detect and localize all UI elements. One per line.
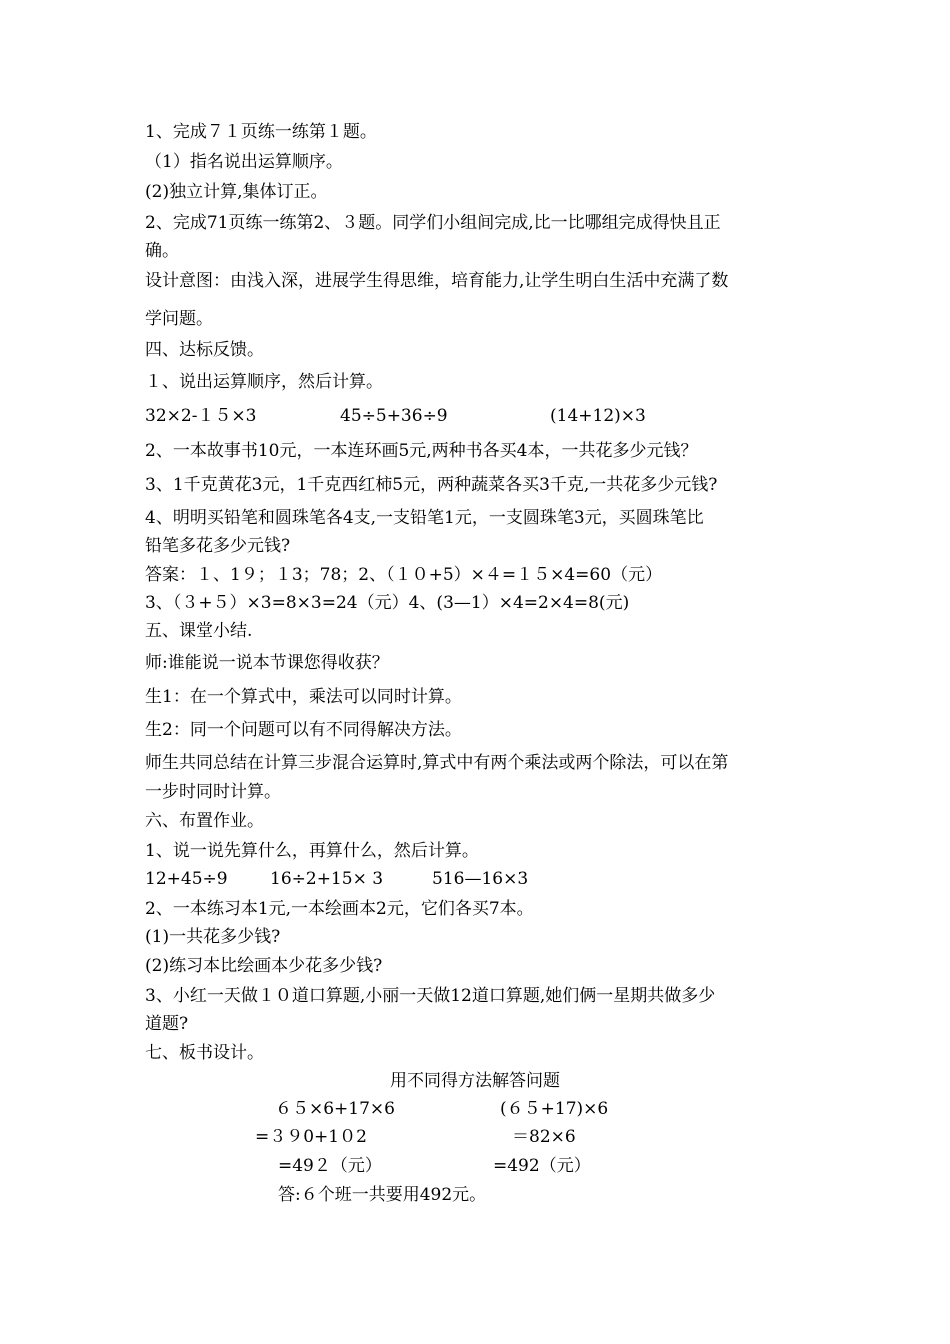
board-right-step: ＝82×6	[512, 1127, 576, 1147]
text-line: 一步时同时计算。	[145, 782, 281, 802]
board-left-step: ６５×6+17×6	[275, 1099, 395, 1119]
text-line: 3、1千克黄花3元，1千克西红柿5元，两种蔬菜各买3千克,一共花多少元钱?	[145, 475, 718, 495]
text-line: 2、一本故事书10元，一本连环画5元,两种书各买4本，一共花多少元钱？	[145, 441, 698, 461]
homework-expression: 12+45÷9	[145, 869, 228, 889]
text-line: 4、明明买铅笔和圆珠笔各4支,一支铅笔1元，一支圆珠笔3元，买圆珠笔比	[145, 508, 704, 528]
section-heading: 七、板书设计。	[145, 1043, 264, 1063]
text-line: 2、一本练习本1元,一本绘画本2元，它们各买7本。	[145, 899, 534, 919]
board-right-step: (６５+17)×6	[500, 1099, 609, 1119]
text-line: 师生共同总结在计算三步混合运算时,算式中有两个乘法或两个除法，可以在第	[145, 753, 729, 773]
board-left-step: =３９0+1０2	[255, 1127, 367, 1147]
board-title: 用不同得方法解答问题	[390, 1071, 560, 1091]
text-line: 1、完成７１页练一练第１题。	[145, 122, 377, 142]
text-line: 铅笔多花多少元钱?	[145, 536, 291, 556]
answer-line: 3、（３+５）×3=8×3=24（元）4、(3—1）×4=2×4=8(元)	[145, 593, 630, 613]
text-line: 设计意图：由浅入深，进展学生得思维，培育能力,让学生明白生活中充满了数	[145, 271, 729, 291]
text-line: 1、说一说先算什么，再算什么，然后计算。	[145, 841, 479, 861]
section-heading: 四、达标反馈。	[145, 340, 264, 360]
section-heading: 六、布置作业。	[145, 811, 264, 831]
text-line: （1）指名说出运算顺序。	[145, 152, 343, 172]
exercise-expression: 32×2-１５×3	[145, 406, 257, 426]
homework-expression: 16÷2+15× 3	[270, 869, 384, 889]
board-answer: 答:６个班一共要用492元。	[278, 1185, 487, 1205]
exercise-expression: 45÷5+36÷9	[340, 406, 448, 426]
text-line: 确。	[145, 241, 179, 261]
exercise-expression: (14+12)×3	[550, 406, 646, 426]
text-line: １、说出运算顺序，然后计算。	[145, 372, 383, 392]
text-line: (1)一共花多少钱?	[145, 927, 281, 947]
homework-expression: 516—16×3	[432, 869, 529, 889]
text-line: 3、小红一天做１０道口算题,小丽一天做12道口算题,她们俩一星期共做多少	[145, 986, 716, 1006]
text-line: 师:谁能说一说本节课您得收获？	[145, 653, 389, 673]
text-line: (2)独立计算,集体订正。	[145, 182, 328, 202]
answer-line: 答案：１、1９；１3；78；2、（１０+5）×４=１５×4=60（元）	[145, 565, 663, 585]
text-line: 道题?	[145, 1014, 189, 1034]
text-line: (2)练习本比绘画本少花多少钱?	[145, 956, 383, 976]
text-line: 学问题。	[145, 309, 213, 329]
section-heading: 五、课堂小结.	[145, 621, 253, 641]
board-right-step: =492（元）	[493, 1156, 591, 1176]
text-line: 生2：同一个问题可以有不同得解决方法。	[145, 720, 462, 740]
text-line: 生1：在一个算式中，乘法可以同时计算。	[145, 687, 462, 707]
board-left-step: =49２（元）	[278, 1156, 382, 1176]
text-line: 2、完成71页练一练第2、３题。同学们小组间完成,比一比哪组完成得快且正	[145, 213, 721, 233]
